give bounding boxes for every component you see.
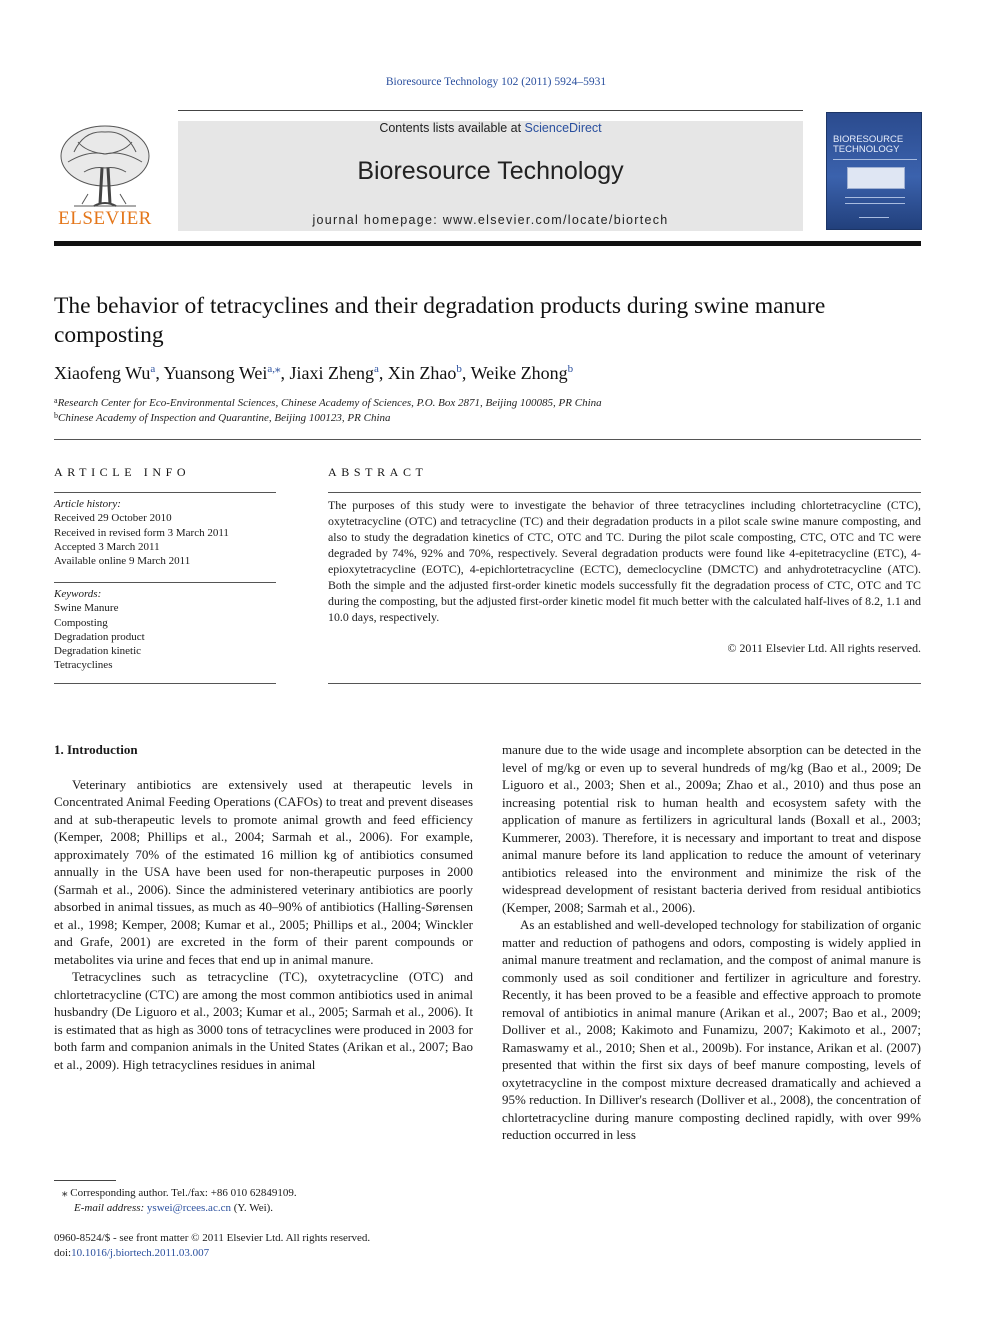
body-column-right: [502, 741, 921, 1144]
elsevier-tree-icon: [54, 122, 156, 210]
cover-title: BIORESOURCE TECHNOLOGY: [833, 134, 904, 155]
author-name[interactable]: Xiaofeng Wu: [54, 363, 151, 383]
author-affil-marker[interactable]: b: [567, 363, 574, 375]
affiliation-marker: a: [54, 396, 58, 405]
author-affil-marker[interactable]: a,⁎: [267, 363, 281, 375]
author-list: Xiaofeng Wu$^a$, Yuansong Wei$^{a,⁎}$, Jiaxi Zheng$^a$, Xin Zhao$^b$, Weike Zhong$^b$: [54, 363, 574, 383]
history-label: Article history:: [54, 498, 121, 510]
journal-masthead: [178, 121, 803, 231]
email-label: E-mail address:: [74, 1202, 147, 1214]
article-history: [54, 497, 276, 568]
issn-line: 0960-8524/$ - see front matter © 2011 Elsevier Ltd. All rights reserved.: [54, 1232, 371, 1244]
author-name[interactable]: Jiaxi Zheng: [289, 363, 374, 383]
article-info-heading: ARTICLE INFO: [54, 465, 191, 479]
keywords-label: Keywords:: [54, 588, 102, 600]
author-name[interactable]: Yuansong Wei: [163, 363, 268, 383]
journal-homepage[interactable]: journal homepage: www.elsevier.com/locate/biortech: [312, 213, 669, 227]
affiliation-text: Research Center for Eco-Environmental Sciences, Chinese Academy of Sciences, P.O. Box 2871, Beijing 100085, PR China: [57, 397, 602, 409]
front-matter: [54, 1231, 473, 1260]
cover-decor-line: [845, 197, 905, 198]
doi-link[interactable]: 10.1016/j.biortech.2011.03.007: [71, 1246, 210, 1259]
footnote-rule: [54, 1180, 116, 1181]
history-item: Available online 9 March 2011: [54, 555, 191, 568]
corresponding-author-note: ⁎ Corresponding author. Tel./fax: +86 010 62849109.: [62, 1187, 297, 1199]
email-link[interactable]: yswei@rcees.ac.cn: [146, 1202, 231, 1214]
author-affil-marker[interactable]: a: [150, 363, 156, 375]
affiliation-b: [54, 411, 921, 424]
keyword: Tetracyclines: [54, 659, 113, 672]
affiliation-a: [54, 396, 921, 409]
info-divider: [54, 582, 276, 583]
history-item: Accepted 3 March 2011: [54, 540, 160, 553]
sciencedirect-link[interactable]: ScienceDirect: [524, 121, 602, 135]
doi-line: [54, 1246, 473, 1261]
cover-figure: [847, 167, 905, 189]
elsevier-logo[interactable]: [54, 122, 156, 230]
info-divider: [54, 492, 276, 493]
email-note: [54, 1201, 473, 1216]
keywords-list: [54, 587, 276, 673]
header-thick-rule: [54, 241, 921, 246]
body-paragraph: Veterinary antibiotics are extensively used at therapeutic levels in Concentrated Animal Feeding Operations (CAFOs) to treat and prevent diseases and at sub-therapeutic levels to promote animal growth and feed efficiency (Kemper, 2008; Phillips et al., 2004; Sarmah et al., 2006). For example, approximately 70% of the estimated 16 million kg of antibiotics consumed annually in the USA have been used for non-therapeutic purposes in 2000 (Sarmah et al., 2006). Since the administered veterinary antibiotics are poorly absorbed in animal tissues, as much as 40–90% of antibiotics (Halling-Sørensen et al., 1998; Kemper, 2008; Kumar et al., 2005; Phillips et al., 2004; Winckler and Grafe, 2001) are excreted in the form of their parent compounds or metabolites via urine and feces that end up in animal manure.: [54, 776, 473, 967]
affiliation-marker: b: [54, 411, 58, 420]
journal-name: Bioresource Technology: [357, 157, 624, 185]
keyword: Degradation kinetic: [54, 645, 142, 658]
affiliation-text: Chinese Academy of Inspection and Quarantine, Beijing 100123, PR China: [58, 412, 391, 424]
contents-line: [178, 121, 803, 135]
author-name[interactable]: Weike Zhong: [470, 363, 568, 383]
article-title: The behavior of tetracyclines and their degradation products during swine manure composting: [54, 293, 826, 348]
author-affil-marker[interactable]: a: [374, 363, 379, 375]
doi-prefix: doi:: [54, 1246, 72, 1259]
journal-cover-thumbnail[interactable]: [826, 112, 922, 230]
abstract-text: The purposes of this study were to investigate the behavior of three tetracyclines including chlortetracycline (CTC), oxytetracycline (OTC) and tetracycline (TC) and their degradation products in a pilot scale swine manure composting, and also to study the degradation kinetics of CTC, OTC and TC. During the pilot scale composting, CTC, OTC and TC were degraded by 74%, 92% and 70%, respectively. Several degradation products were found like 4-epitetracycline (ETC), 4-epioxytetracycline (EOTC), 4-epichlortetracycline (ECTC), demeclocycline (DMCTC) and anhydrotetracycline (ATC). Both the simple and the adjusted first-order kinetic models successfully fit the degradation process of CTC, OTC and TC during the composting, but the adjusted first-order kinetic model fit much better with the calculated half-lives of 8.2, 1.1 and 10.0 days, respectively.: [328, 498, 921, 625]
keyword: Degradation product: [54, 630, 145, 643]
abstract-heading: ABSTRACT: [328, 465, 428, 479]
body-paragraph: Tetracyclines such as tetracycline (TC), oxytetracycline (OTC) and chlortetracycline (CTC) are among the most common antibiotics used in animal husbandry (De Liguoro et al., 2003; Kumar et al., 2005; Sarmah et al., 2006). It is estimated that as high as 3000 tons of tetracyclines were produced in 2003 for both farm and companion animals in the United States (Arikan et al., 2007; Bao et al., 2009). High tetracyclines residues in animal: [54, 969, 473, 1072]
history-item: Received 29 October 2010: [54, 512, 172, 525]
history-item: Received in revised form 3 March 2011: [54, 526, 229, 539]
keyword: Composting: [54, 616, 108, 629]
body-paragraph: As an established and well-developed technology for stabilization of organic matter and reduction of pathogens and odors, composting is widely applied in animal manure treatment and reclamation, and the compost of animal manure is commonly used as soil conditioner and fertilizer in agriculture and forestry. Recently, it has been proved to be a feasible and effective approach to promote removal of antibiotics in animal manure (Arikan et al., 2007; Bao et al., 2009; Dolliver et al., 2008; Kakimoto and Funamizu, 2007; Kakimoto et al., 2007; Ramaswamy et al., 2010; Shen et al., 2009b). For instance, Arikan et al. (2007) presented that within the first six days of beef manure composting, levels of oxytetracycline in the compost mixture decreased dramatically and achieved a 95% reduction. In Dilliver's research (Dolliver et al., 2008), the concentration of chlortetracycline during manure composting declined rapidly, with over 99% reduction occurred in less: [502, 917, 921, 1142]
email-suffix: (Y. Wei).: [230, 1202, 274, 1214]
header-top-rule: [178, 110, 803, 111]
author-affil-marker[interactable]: b: [456, 363, 462, 375]
body-paragraph: manure due to the wide usage and incomplete absorption can be detected in the level of mg/kg or even up to several hundreds of mg/kg (Bao et al., 2009; De Liguoro et al., 2003; Shen et al., 2009a; Zhao et al., 2010) and thus pose an increasing potential risk to human health and ecosystem safety with the application of manure as fertilizers in agricultural lands (Boxall et al., 2003; Kummerer, 2003). Therefore, it is necessary and important to treat and dispose animal manure before its land application to reduce the amount of veterinary antibiotics released into the environment and minimize the risk of the widespread development of resistant bacteria derived from residual antibiotics (Kemper, 2008; Sarmah et al., 2006).: [502, 742, 921, 915]
journal-citation-link[interactable]: Bioresource Technology 102 (2011) 5924–5931: [385, 76, 607, 88]
cover-decor-line: [833, 159, 917, 160]
body-column-left: [54, 741, 473, 1073]
section-heading: 1. Introduction: [54, 742, 138, 757]
info-divider: [54, 683, 276, 684]
author-name[interactable]: Xin Zhao: [387, 363, 457, 383]
abstract-divider: [328, 683, 921, 684]
abstract-divider: [328, 492, 921, 493]
elsevier-wordmark: ELSEVIER: [58, 208, 152, 229]
cover-decor-line: [859, 217, 889, 218]
contents-prefix: Contents lists available at: [379, 121, 525, 135]
cover-decor-line: [845, 203, 905, 204]
keyword: Swine Manure: [54, 602, 119, 615]
abstract-copyright: © 2011 Elsevier Ltd. All rights reserved.: [727, 641, 921, 655]
section-divider: [54, 439, 921, 440]
